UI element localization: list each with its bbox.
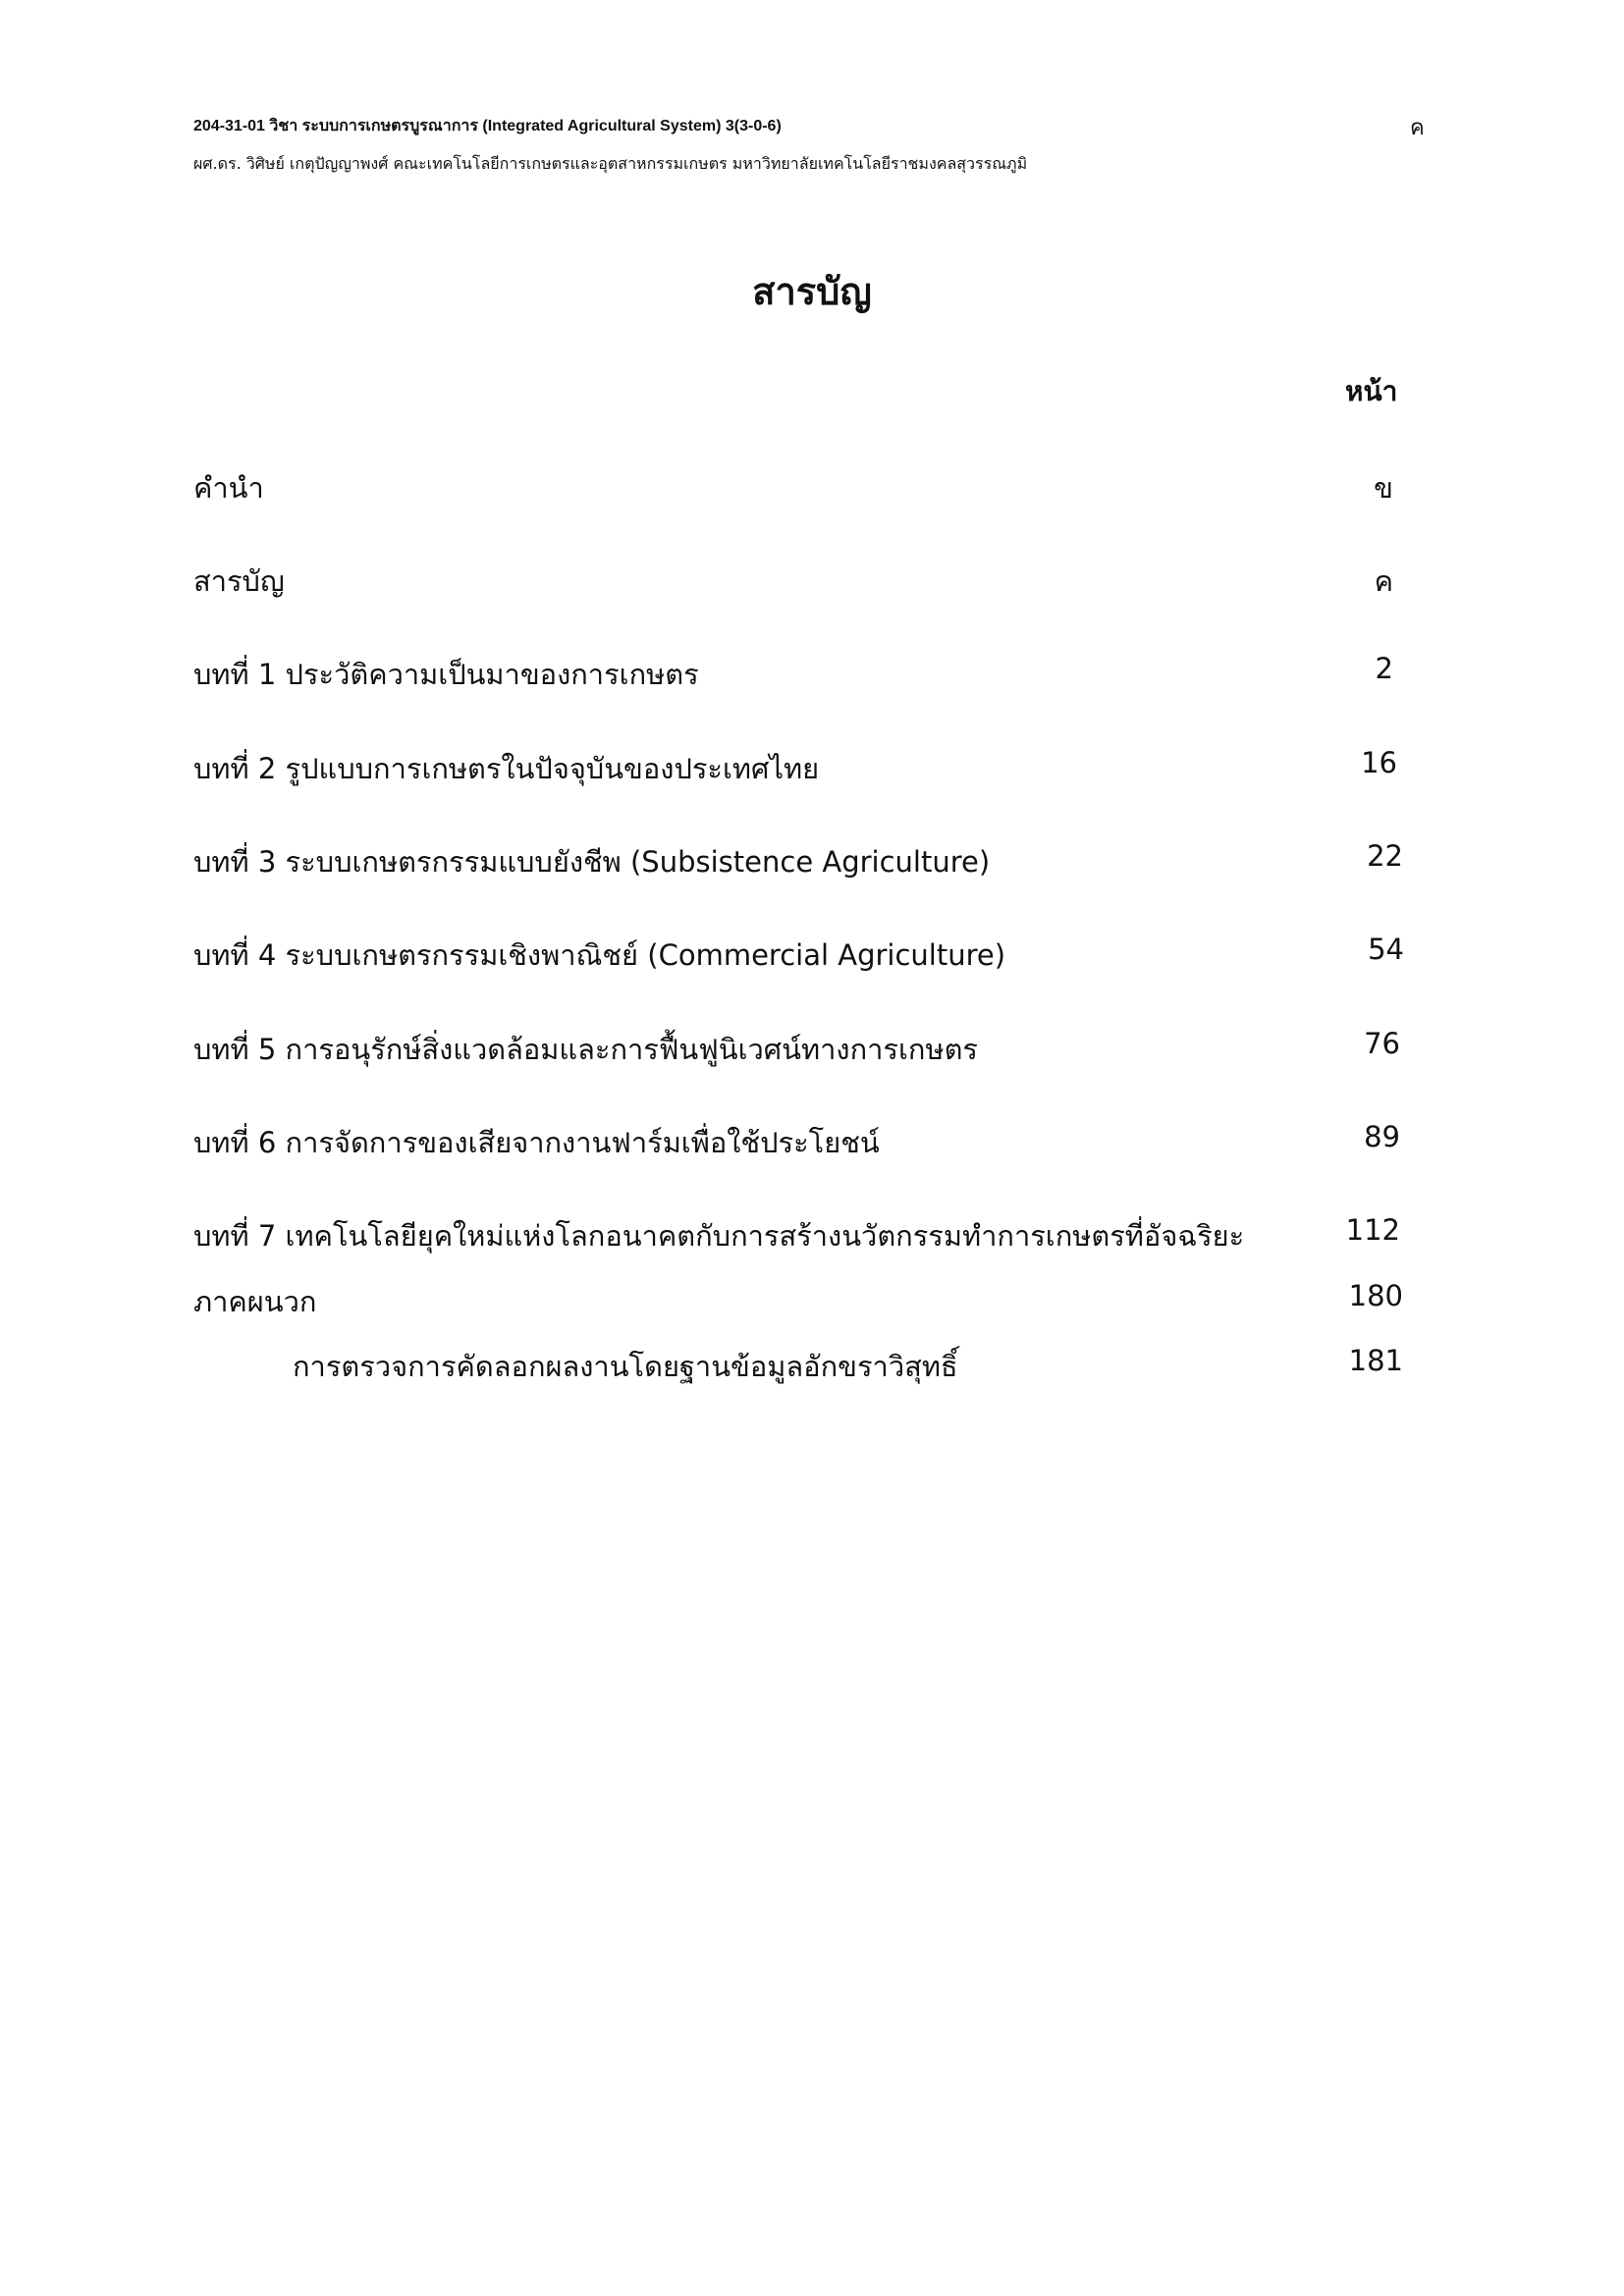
toc-page-number: 2 xyxy=(1375,652,1393,685)
toc-entry-chapter-4[interactable]: บทที่ 4 ระบบเกษตรกรรมเชิงพาณิชย์ (Commercial Agriculture) xyxy=(193,938,1006,972)
author-affiliation-line: ผศ.ดร. วิศิษย์ เกตุปัญญาพงศ์ คณะเทคโนโลยีการเกษตรและอุตสาหกรรมเกษตร มหาวิทยาลัยเทคโนโลยีราชมงคลสุวรรณภูมิ xyxy=(193,154,1028,173)
toc-page-number: 16 xyxy=(1361,746,1397,779)
toc-page-number: 112 xyxy=(1345,1213,1400,1247)
toc-entry-preface[interactable]: คำนำ xyxy=(193,471,264,505)
toc-page-number: 180 xyxy=(1348,1279,1403,1312)
toc-page-number: 89 xyxy=(1364,1120,1400,1153)
toc-page-number: 22 xyxy=(1367,839,1403,873)
toc-page-number: 181 xyxy=(1348,1344,1403,1377)
toc-entry-chapter-1[interactable]: บทที่ 1 ประวัติความเป็นมาของการเกษตร xyxy=(193,658,699,691)
toc-entry-plagiarism-check[interactable]: การตรวจการคัดลอกผลงานโดยฐานข้อมูลอักขราวิสุทธิ์ xyxy=(293,1350,958,1383)
toc-page-number: ค xyxy=(1374,564,1393,598)
course-title-line: 204-31-01 วิชา ระบบการเกษตรบูรณาการ (Integrated Agricultural System) 3(3-0-6) xyxy=(193,118,782,134)
page-column-header: หน้า xyxy=(1345,375,1398,407)
toc-page-number: ข xyxy=(1374,471,1393,505)
toc-entry-chapter-5[interactable]: บทที่ 5 การอนุรักษ์สิ่งแวดล้อมและการฟื้นฟูนิเวศน์ทางการเกษตร xyxy=(193,1033,978,1066)
toc-entry-appendix[interactable]: ภาคผนวก xyxy=(193,1285,317,1318)
toc-entry-chapter-3[interactable]: บทที่ 3 ระบบเกษตรกรรมแบบยังชีพ (Subsistence Agriculture) xyxy=(193,845,991,879)
header-page-number: ค xyxy=(1410,116,1425,140)
toc-entry-contents[interactable]: สารบัญ xyxy=(193,564,285,598)
toc-page-number: 76 xyxy=(1364,1027,1400,1060)
toc-entry-chapter-6[interactable]: บทที่ 6 การจัดการของเสียจากงานฟาร์มเพื่อใช้ประโยชน์ xyxy=(193,1126,880,1159)
toc-entry-chapter-2[interactable]: บทที่ 2 รูปแบบการเกษตรในปัจจุบันของประเทศไทย xyxy=(193,752,820,785)
toc-entry-chapter-7[interactable]: บทที่ 7 เทคโนโลยียุคใหม่แห่งโลกอนาคตกับการสร้างนวัตกรรมทำการเกษตรที่อัจฉริยะ xyxy=(193,1219,1245,1253)
toc-page-number: 54 xyxy=(1368,933,1404,966)
page-title: สารบัญ xyxy=(752,270,872,313)
